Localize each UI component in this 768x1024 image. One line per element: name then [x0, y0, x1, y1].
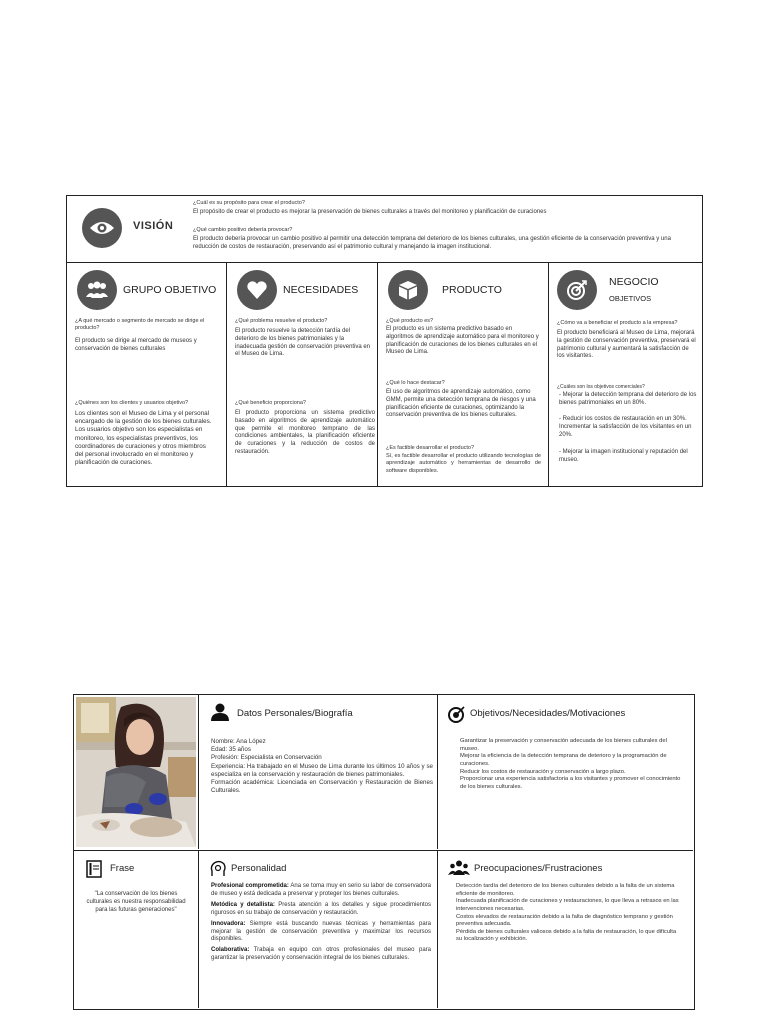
personal-data-line: Edad: 35 años: [211, 746, 251, 754]
goals-list: [460, 738, 685, 791]
user-persona-board: [73, 694, 695, 1010]
personality-list: [211, 883, 431, 963]
personality-trait: [211, 921, 431, 945]
group-icon: [77, 270, 117, 310]
personality-title: Personalidad: [231, 863, 287, 874]
box-icon: [388, 270, 428, 310]
document-icon: [86, 860, 102, 876]
goals-line: Proporcionar una experiencia satisfactoria a los visitantes y promover el conocimiento de los bienes culturales.: [460, 776, 681, 790]
business-goal-2: - Reducir los costos de restauración en un 30%. Incrementar la satisfacción de los visitantes en un 20%.: [559, 416, 692, 438]
personal-data-line: Nombre: Ana López: [211, 738, 266, 745]
vision-question-1: ¿Cuál es su propósito para crear el producto?: [193, 200, 305, 206]
group-icon: [448, 860, 470, 876]
product-question-2: ¿Qué lo hace destacar?: [386, 380, 445, 386]
personality-trait: [211, 947, 431, 963]
needs-answer-1: El producto resuelve la detección tardía del deterioro de los bienes patrimoniales y la inadecuada gestión de conservación preventiva en el Museo de Lima.: [235, 328, 371, 358]
business-goal-3: - Mejorar la imagen institucional y reputación del museo.: [559, 449, 688, 463]
business-column: [549, 262, 702, 486]
target-group-title: GRUPO OBJETIVO: [123, 284, 217, 296]
vision-section: [67, 196, 702, 263]
needs-question-1: ¿Qué problema resuelve el producto?: [235, 318, 328, 324]
personal-data-line: Formación académica: Licenciada en Conservación y Restauración de Bienes Culturales.: [211, 778, 433, 795]
needs-answer-2: El producto proporciona un sistema predictivo basado en algoritmos de aprendizaje automático que permite el monitoreo temprano de las condiciones ambientales, la planificación eficiente de curaciones y la reducción de costos de restauración.: [235, 410, 375, 455]
trait-text: Ana se toma muy en serio su labor de conservadora de museo y está dedicada a preservar y proteger los bienes culturales.: [211, 883, 431, 897]
concern-line: Inadecuada planificación de curaciones y restauraciones, lo que lleva a retrasos en las intervenciones necesarias.: [456, 898, 679, 912]
personal-data-section: [198, 695, 438, 849]
eye-icon: [82, 208, 122, 248]
goals-line: Reducir los costos de restauración y conservación a largo plazo.: [460, 768, 626, 775]
product-question-3: ¿Es factible desarrollar el producto?: [386, 445, 475, 451]
target-group-question-1: ¿A qué mercado o segmento de mercado se dirige el producto?: [75, 318, 205, 331]
trait-name: Innovadora:: [211, 920, 246, 927]
quote-text: "La conservación de los bienes culturales es nuestra responsabilidad para las futuras generaciones": [86, 891, 186, 913]
trait-text: Presta atención a los detalles y sigue procedimientos rigurosos en su trabajo de conservación y restauración.: [211, 901, 431, 916]
needs-title: NECESIDADES: [283, 284, 359, 296]
business-question-1: ¿Cómo va a beneficiar el producto a la empresa?: [557, 320, 678, 326]
goals-title: Objetivos/Necesidades/Motivaciones: [470, 708, 626, 719]
personality-trait: [211, 902, 431, 918]
trait-text: Siempre está buscando nuevas técnicas y herramientas para mejorar la gestión de conservación preventiva y maximizar los recursos disponibles.: [211, 920, 431, 943]
target-icon: [557, 270, 597, 310]
vision-answer-2: El producto debería provocar un cambio positivo al permitir una detección temprana del deterioro de los bienes culturales, una gestión eficiente de la conservación preventiva y una reducción de costos de restauración, preservando así el patrimonio cultural y manejando la imagen institucional.: [193, 236, 671, 250]
product-answer-2: El uso de algoritmos de aprendizaje automático, como GMM, permite una detección temprana de riesgos y una planificación eficiente de curaciones, optimizando la conservación preventiva de los bienes culturales.: [386, 389, 536, 419]
personal-data-line: Experiencia: Ha trabajado en el Museo de Lima durante los últimos 10 años y se especializa en la conservación y restauración de bienes patrimoniales.: [211, 762, 433, 778]
product-column: [378, 262, 549, 486]
business-subtitle: OBJETIVOS: [609, 294, 652, 303]
vision-answer-1: El propósito de crear el producto es mejorar la preservación de bienes culturales a través del monitoreo y planificación de curaciones: [193, 209, 547, 215]
personality-trait: [211, 883, 431, 899]
business-title: NEGOCIO: [609, 276, 659, 288]
product-vision-board: [66, 195, 703, 487]
concerns-section: [438, 850, 693, 1008]
trait-text: Trabaja en equipo con otros profesionales del museo para garantizar la preservación y conservación integral de los bienes culturales.: [211, 947, 431, 962]
goals-line: Mejorar la eficiencia de la detección temprana de deterioro y la programación de curaciones.: [460, 753, 667, 767]
concerns-title: Preocupaciones/Frustraciones: [474, 863, 603, 874]
personal-data-list: [211, 738, 433, 795]
target-group-question-2: ¿Quiénes son los clientes y usuarios objetivo?: [75, 400, 189, 406]
trait-name: Metódica y detallista:: [211, 901, 275, 908]
personal-data-line: Profesión: Especialista en Conservación: [211, 754, 322, 762]
business-question-2: ¿Cuáles son los objetivos comerciales?: [557, 384, 645, 390]
head-icon: [209, 860, 225, 876]
persona-photo: [76, 697, 196, 847]
target-icon: [448, 705, 464, 721]
target-group-answer-2: Los clientes son el Museo de Lima y el personal encargado de la gestión de los bienes culturales. Los usuarios objetivo son los especialistas en monitoreo, los especialistas preventivos, los coordinadores de curaciones y otros miembros del personal involucrado en el monitoreo y planificación de curaciones.: [75, 410, 212, 467]
goals-section: [438, 695, 693, 849]
goals-line: Garantizar la preservación y conservación adecuada de los bienes culturales del museo.: [460, 738, 667, 752]
vision-question-2: ¿Qué cambio positivo debería provocar?: [193, 227, 293, 233]
product-title: PRODUCTO: [442, 284, 502, 296]
needs-column: [227, 262, 378, 486]
product-answer-1: El producto es un sistema predictivo basado en algoritmos de aprendizaje automático para el monitoreo y planificación de curaciones de los bienes culturales en el Museo de Lima.: [386, 326, 539, 356]
business-answer-1: El producto beneficiará al Museo de Lima, mejorará la gestión de conservación preventiva, preservará el patrimonio cultural y aumentará la satisfacción de los visitantes.: [557, 330, 696, 360]
needs-question-2: ¿Qué beneficio proporciona?: [235, 400, 306, 406]
concerns-list: [456, 883, 681, 944]
business-goal-1: - Mejorar la detección temprana del deterioro de los bienes patrimoniales en un 80%.: [559, 392, 697, 406]
target-group-column: [67, 262, 227, 486]
heart-icon: [237, 270, 277, 310]
product-question-1: ¿Qué producto es?: [386, 318, 434, 324]
quote-title: Frase: [110, 863, 135, 874]
product-answer-3: Sí, es factible desarrollar el producto utilizando tecnologías de aprendizaje automático y herramientas de desarrollo de software disponibles.: [386, 453, 541, 474]
person-icon: [211, 703, 227, 719]
concern-line: Costos elevados de restauración debido a la falta de diagnóstico temprano y gestión preventiva adecuada.: [456, 913, 673, 928]
personality-section: [198, 850, 438, 1008]
quote-section: [74, 850, 198, 1008]
vision-title: VISIÓN: [133, 220, 174, 232]
concern-line: Pérdida de bienes culturales valiosos debido a la falta de restauración, lo que dificulta su localización y exhibición.: [456, 928, 677, 943]
personal-data-title: Datos Personales/Biografía: [237, 708, 353, 719]
trait-name: Colaborativa:: [211, 947, 250, 954]
target-group-answer-1: El producto se dirige al mercado de museos y conservación de bienes culturales: [75, 338, 197, 352]
concern-line: Detección tardía del deterioro de los bienes culturales debido a la falta de un sistema eficiente de monitoreo.: [456, 883, 675, 897]
trait-name: Profesional comprometida:: [211, 883, 289, 889]
